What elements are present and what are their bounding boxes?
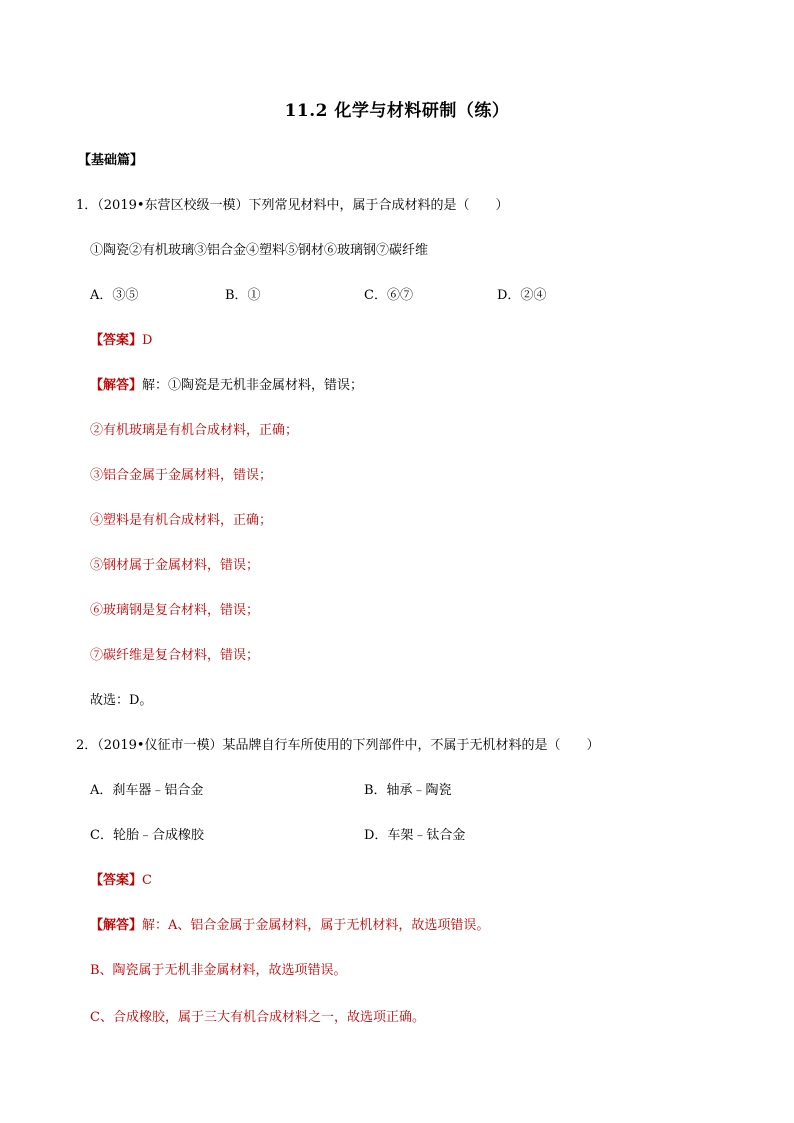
q1-analysis-line: ⑦碳纤维是复合材料，错误；	[90, 648, 260, 663]
q2-analysis-line: B、陶瓷属于无机非金属材料，故选项错误。	[90, 963, 347, 978]
q1-option-b: B．①	[225, 288, 261, 303]
q1-stem: 1．（2019•东营区校级一模）下列常见材料中，属于合成材料的是（ ）	[76, 198, 509, 213]
q1-analysis-line: ⑥玻璃钢是复合材料，错误；	[90, 603, 260, 618]
q2-analysis-label: 【解答】	[90, 918, 143, 933]
q2-option-d: D．车架﹣钛合金	[364, 828, 466, 843]
q2-option-b: B．轴承﹣陶瓷	[364, 783, 452, 798]
section-heading: 【基础篇】	[78, 153, 144, 168]
q2-answer-label: 【答案】	[90, 873, 143, 888]
q1-answer-value: D	[142, 333, 153, 348]
q1-analysis-line: ②有机玻璃是有机合成材料，正确；	[90, 423, 299, 438]
q1-material-list: ①陶瓷②有机玻璃③铝合金④塑料⑤钢材⑥玻璃钢⑦碳纤维	[90, 243, 429, 258]
q2-analysis-line: C、合成橡胶，属于三大有机合成材料之一，故选项正确。	[90, 1010, 425, 1025]
q2-option-a: A．刹车器﹣铝合金	[90, 783, 204, 798]
page-title: 11.2 化学与材料研制（练）	[284, 101, 510, 121]
q2-stem: 2．（2019•仪征市一模）某品牌自行车所使用的下列部件中，不属于无机材料的是（ ）	[76, 738, 600, 753]
q1-answer	[90, 332, 152, 350]
q1-analysis-line: ⑤钢材属于金属材料，错误；	[90, 558, 260, 573]
q1-analysis-label: 【解答】	[90, 378, 143, 393]
q1-option-d: D．②④	[497, 288, 547, 303]
q1-option-c: C．⑥⑦	[364, 288, 413, 303]
q1-answer-label: 【答案】	[90, 333, 143, 348]
q1-analysis-line: ④塑料是有机合成材料，正确；	[90, 513, 273, 528]
q2-option-c: C．轮胎﹣合成橡胶	[90, 828, 204, 843]
q1-analysis-first: 解：①陶瓷是无机非金属材料，错误；	[142, 378, 364, 393]
q2-analysis	[90, 917, 489, 935]
q2-analysis-first: 解：A、铝合金属于金属材料，属于无机材料，故选项错误。	[142, 918, 490, 933]
q2-answer	[90, 872, 152, 890]
q1-analysis-line: ③铝合金属于金属材料，错误；	[90, 468, 273, 483]
q1-analysis	[90, 377, 363, 395]
q1-conclusion: 故选：D。	[90, 693, 153, 708]
q2-answer-value: C	[142, 873, 152, 888]
q1-option-a: A．③⑤	[90, 288, 139, 303]
